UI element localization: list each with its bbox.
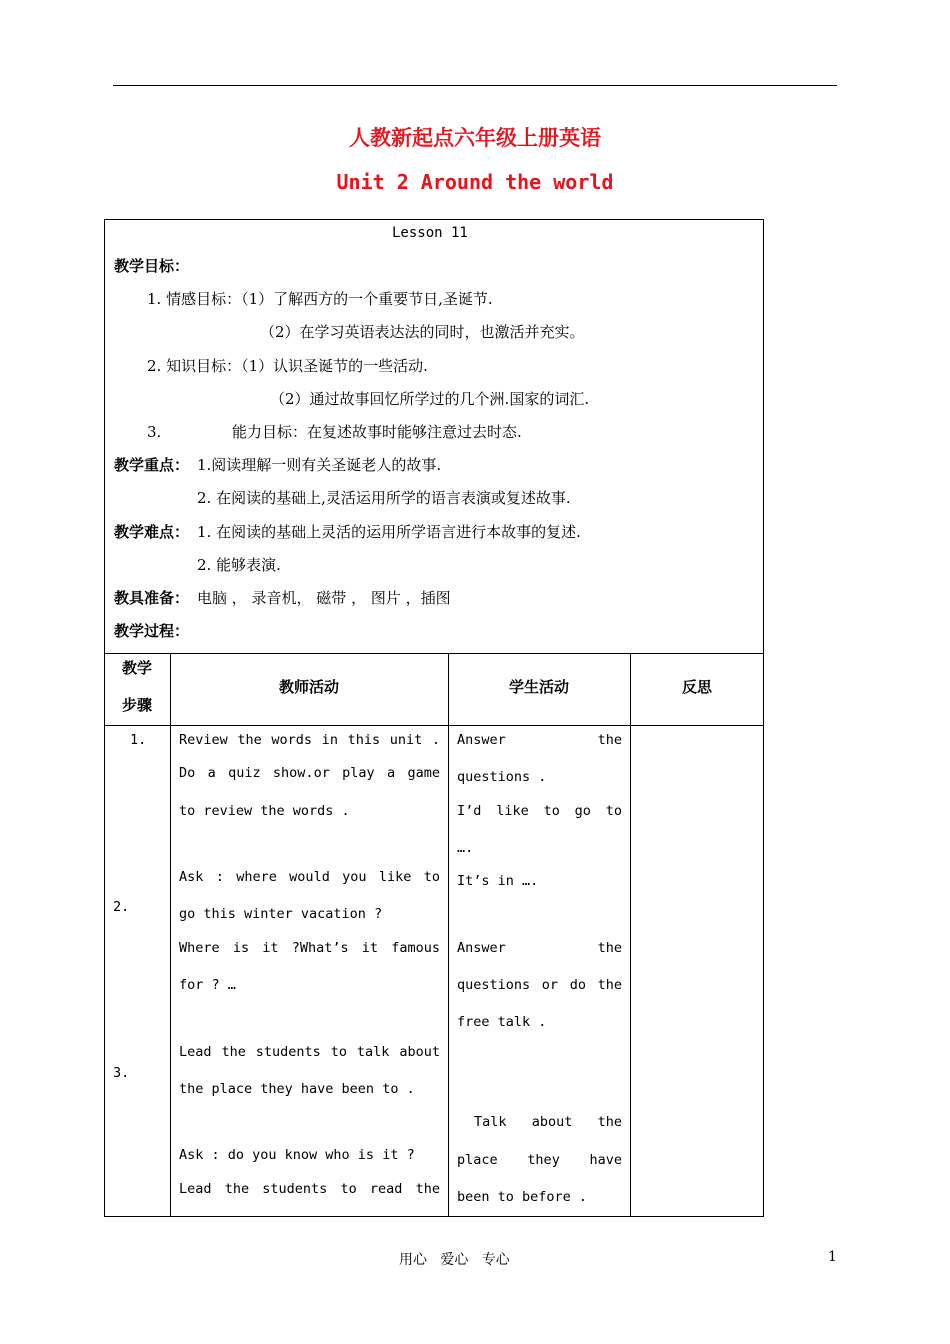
key-points-label: 教学重点： bbox=[114, 456, 190, 474]
column-divider bbox=[448, 653, 449, 1217]
teacher-activity-line: Ask : do you know who is it ? bbox=[179, 1147, 415, 1163]
header-student-activity: 学生活动 bbox=[508, 678, 569, 696]
footer-motto: 用心 爱心 专心 bbox=[399, 1252, 510, 1268]
teacher-activity-line: go this winter vacation ? bbox=[179, 906, 383, 922]
difficulties-label: 教学难点： bbox=[114, 523, 190, 541]
table-top-rule bbox=[104, 653, 764, 654]
teacher-activity-line: Where is it ?What’s it famous bbox=[179, 940, 440, 956]
teacher-activity-line: for ? … bbox=[179, 977, 236, 993]
objective-item: （2）在学习英语表达法的同时，也激活并充实。 bbox=[260, 323, 585, 341]
document-title: 人教新起点六年级上册英语 bbox=[349, 126, 601, 150]
student-activity-line: It’s in …. bbox=[457, 873, 539, 889]
student-activity-line: questions . bbox=[457, 769, 547, 785]
header-rule bbox=[113, 85, 837, 86]
objective-item: 1. 情感目标：（1）了解西方的一个重要节日,圣诞节. bbox=[147, 290, 493, 308]
student-activity-line: free talk . bbox=[457, 1014, 547, 1030]
step-number: 1. bbox=[130, 732, 147, 748]
student-activity-line: place they have bbox=[457, 1152, 622, 1168]
table-header-rule bbox=[104, 725, 764, 726]
column-divider bbox=[170, 653, 171, 1217]
column-divider bbox=[630, 653, 631, 1217]
difficulty-item: 2. 能够表演. bbox=[197, 556, 281, 574]
student-activity-line: Answer the bbox=[457, 940, 622, 956]
teacher-activity-line: to review the words . bbox=[179, 803, 350, 819]
header-reflection: 反思 bbox=[681, 678, 712, 696]
objective-item-number: 3. bbox=[147, 423, 162, 441]
objective-item: 2. 知识目标：（1）认识圣诞节的一些活动. bbox=[147, 357, 428, 375]
teacher-activity-line: Do a quiz show.or play a game bbox=[179, 765, 440, 781]
key-point-item: 2. 在阅读的基础上,灵活运用所学的语言表演或复述故事. bbox=[197, 489, 571, 507]
materials-label: 教具准备： bbox=[114, 589, 190, 607]
header-teacher-activity: 教师活动 bbox=[278, 678, 339, 696]
key-point-item: 1.阅读理解一则有关圣诞老人的故事. bbox=[197, 456, 442, 474]
page-number: 1 bbox=[828, 1249, 837, 1265]
student-activity-line: I’d like to go to bbox=[457, 803, 622, 819]
materials-text: 电脑 ， 录音机， 磁带 ， 图片 ，插图 bbox=[197, 589, 451, 607]
step-number: 3. bbox=[113, 1065, 130, 1081]
teacher-activity-line: Ask : where would you like to bbox=[179, 869, 440, 885]
header-steps-line2: 步骤 bbox=[121, 696, 152, 714]
step-number: 2. bbox=[113, 899, 130, 915]
document-subtitle: Unit 2 Around the world bbox=[336, 170, 614, 194]
teacher-activity-line: Lead the students to talk about bbox=[179, 1044, 440, 1060]
student-activity-line: questions or do the bbox=[457, 977, 622, 993]
objective-item: （2）通过故事回忆所学过的几个洲.国家的词汇. bbox=[270, 390, 590, 408]
student-activity-line: …. bbox=[457, 840, 474, 856]
difficulty-item: 1. 在阅读的基础上灵活的运用所学语言进行本故事的复述. bbox=[197, 523, 581, 541]
student-activity-line: Talk about the bbox=[474, 1114, 622, 1130]
objectives-heading: 教学目标： bbox=[114, 257, 190, 275]
objective-item: 能力目标：在复述故事时能够注意过去时态. bbox=[232, 423, 522, 441]
lesson-number: Lesson 11 bbox=[392, 225, 468, 241]
header-steps-line1: 教学 bbox=[121, 659, 152, 677]
student-activity-line: been to before . bbox=[457, 1189, 588, 1205]
teacher-activity-line: Lead the students to read the bbox=[179, 1181, 440, 1197]
teacher-activity-line: the place they have been to . bbox=[179, 1081, 415, 1097]
teacher-activity-line: Review the words in this unit . bbox=[179, 732, 440, 748]
process-label: 教学过程： bbox=[114, 622, 190, 640]
student-activity-line: Answer the bbox=[457, 732, 622, 748]
